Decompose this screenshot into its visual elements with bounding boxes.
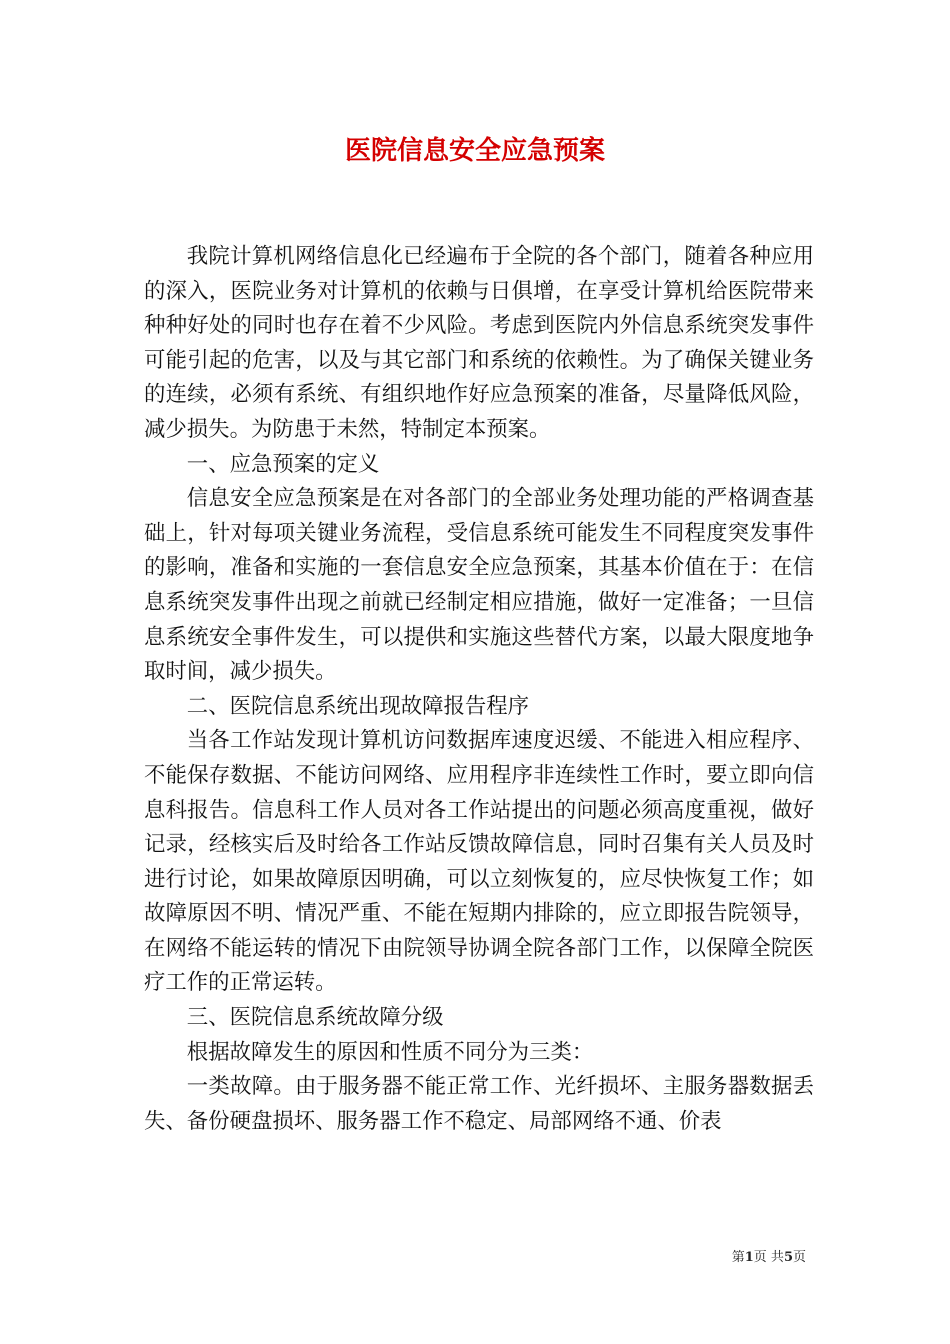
section-3-paragraph-1: 根据故障发生的原因和性质不同分为三类： [186, 1039, 594, 1065]
section-2-paragraph: 当各工作站发现计算机访问数据库速度迟缓、不能进入相应程序、不能保存数据、不能访问网络、应用程序非连续性工作时，要立即向信息科报告。信息科工作人员对各工作站提出的问题必须高度重视，做好记录，经核实后及时给各工作站反馈故障信息，同时召集有关人员及时进行讨论，如果故障原因明确，可以立刻恢复的，应尽快恢复工作；如故障原因不明、情况严重、不能在短期内排除的，应立即报告院领导，在网络不能运转的情况下由院领导协调全院各部门工作，以保障全院医疗工作的正常运转。 [144, 728, 814, 996]
footer-middle: 页 共 [753, 1250, 784, 1265]
section-3-paragraph-2: 一类故障。由于服务器不能正常工作、光纤损坏、主服务器数据丢失、备份硬盘损坏、服务器工作不稳定、局部网络不通、价表 [144, 1074, 814, 1134]
section-1-heading: 一、应急预案的定义 [186, 451, 380, 477]
section-2-heading: 二、医院信息系统出现故障报告程序 [186, 693, 530, 719]
document-title: 医院信息安全应急预案 [344, 136, 605, 166]
page-number-footer [732, 1246, 806, 1265]
section-3-heading: 三、医院信息系统故障分级 [186, 1005, 444, 1031]
footer-prefix: 第 [731, 1250, 745, 1265]
section-1-paragraph: 信息安全应急预案是在对各部门的全部业务处理功能的严格调查基础上，针对每项关键业务流程，受信息系统可能发生不同程度突发事件的影响，准备和实施的一套信息安全应急预案，其基本价值在于：在信息系统突发事件出现之前就已经制定相应措施，做好一定准备；一旦信息系统安全事件发生，可以提供和实施这些替代方案，以最大限度地争取时间，减少损失。 [144, 486, 814, 685]
intro-paragraph: 我院计算机网络信息化已经遍布于全院的各个部门，随着各种应用的深入，医院业务对计算机的依赖与日俱增，在享受计算机给医院带来种种好处的同时也存在着不少风险。考虑到医院内外信息系统突发事件可能引起的危害，以及与其它部门和系统的依赖性。为了确保关键业务的连续，必须有系统、有组织地作好应急预案的准备，尽量降低风险，减少损失。为防患于未然，特制定本预案。 [144, 244, 814, 442]
footer-total-pages: 5 [783, 1250, 793, 1265]
document-body [144, 240, 814, 1139]
footer-current-page: 1 [744, 1250, 754, 1265]
footer-suffix: 页 [792, 1250, 806, 1265]
